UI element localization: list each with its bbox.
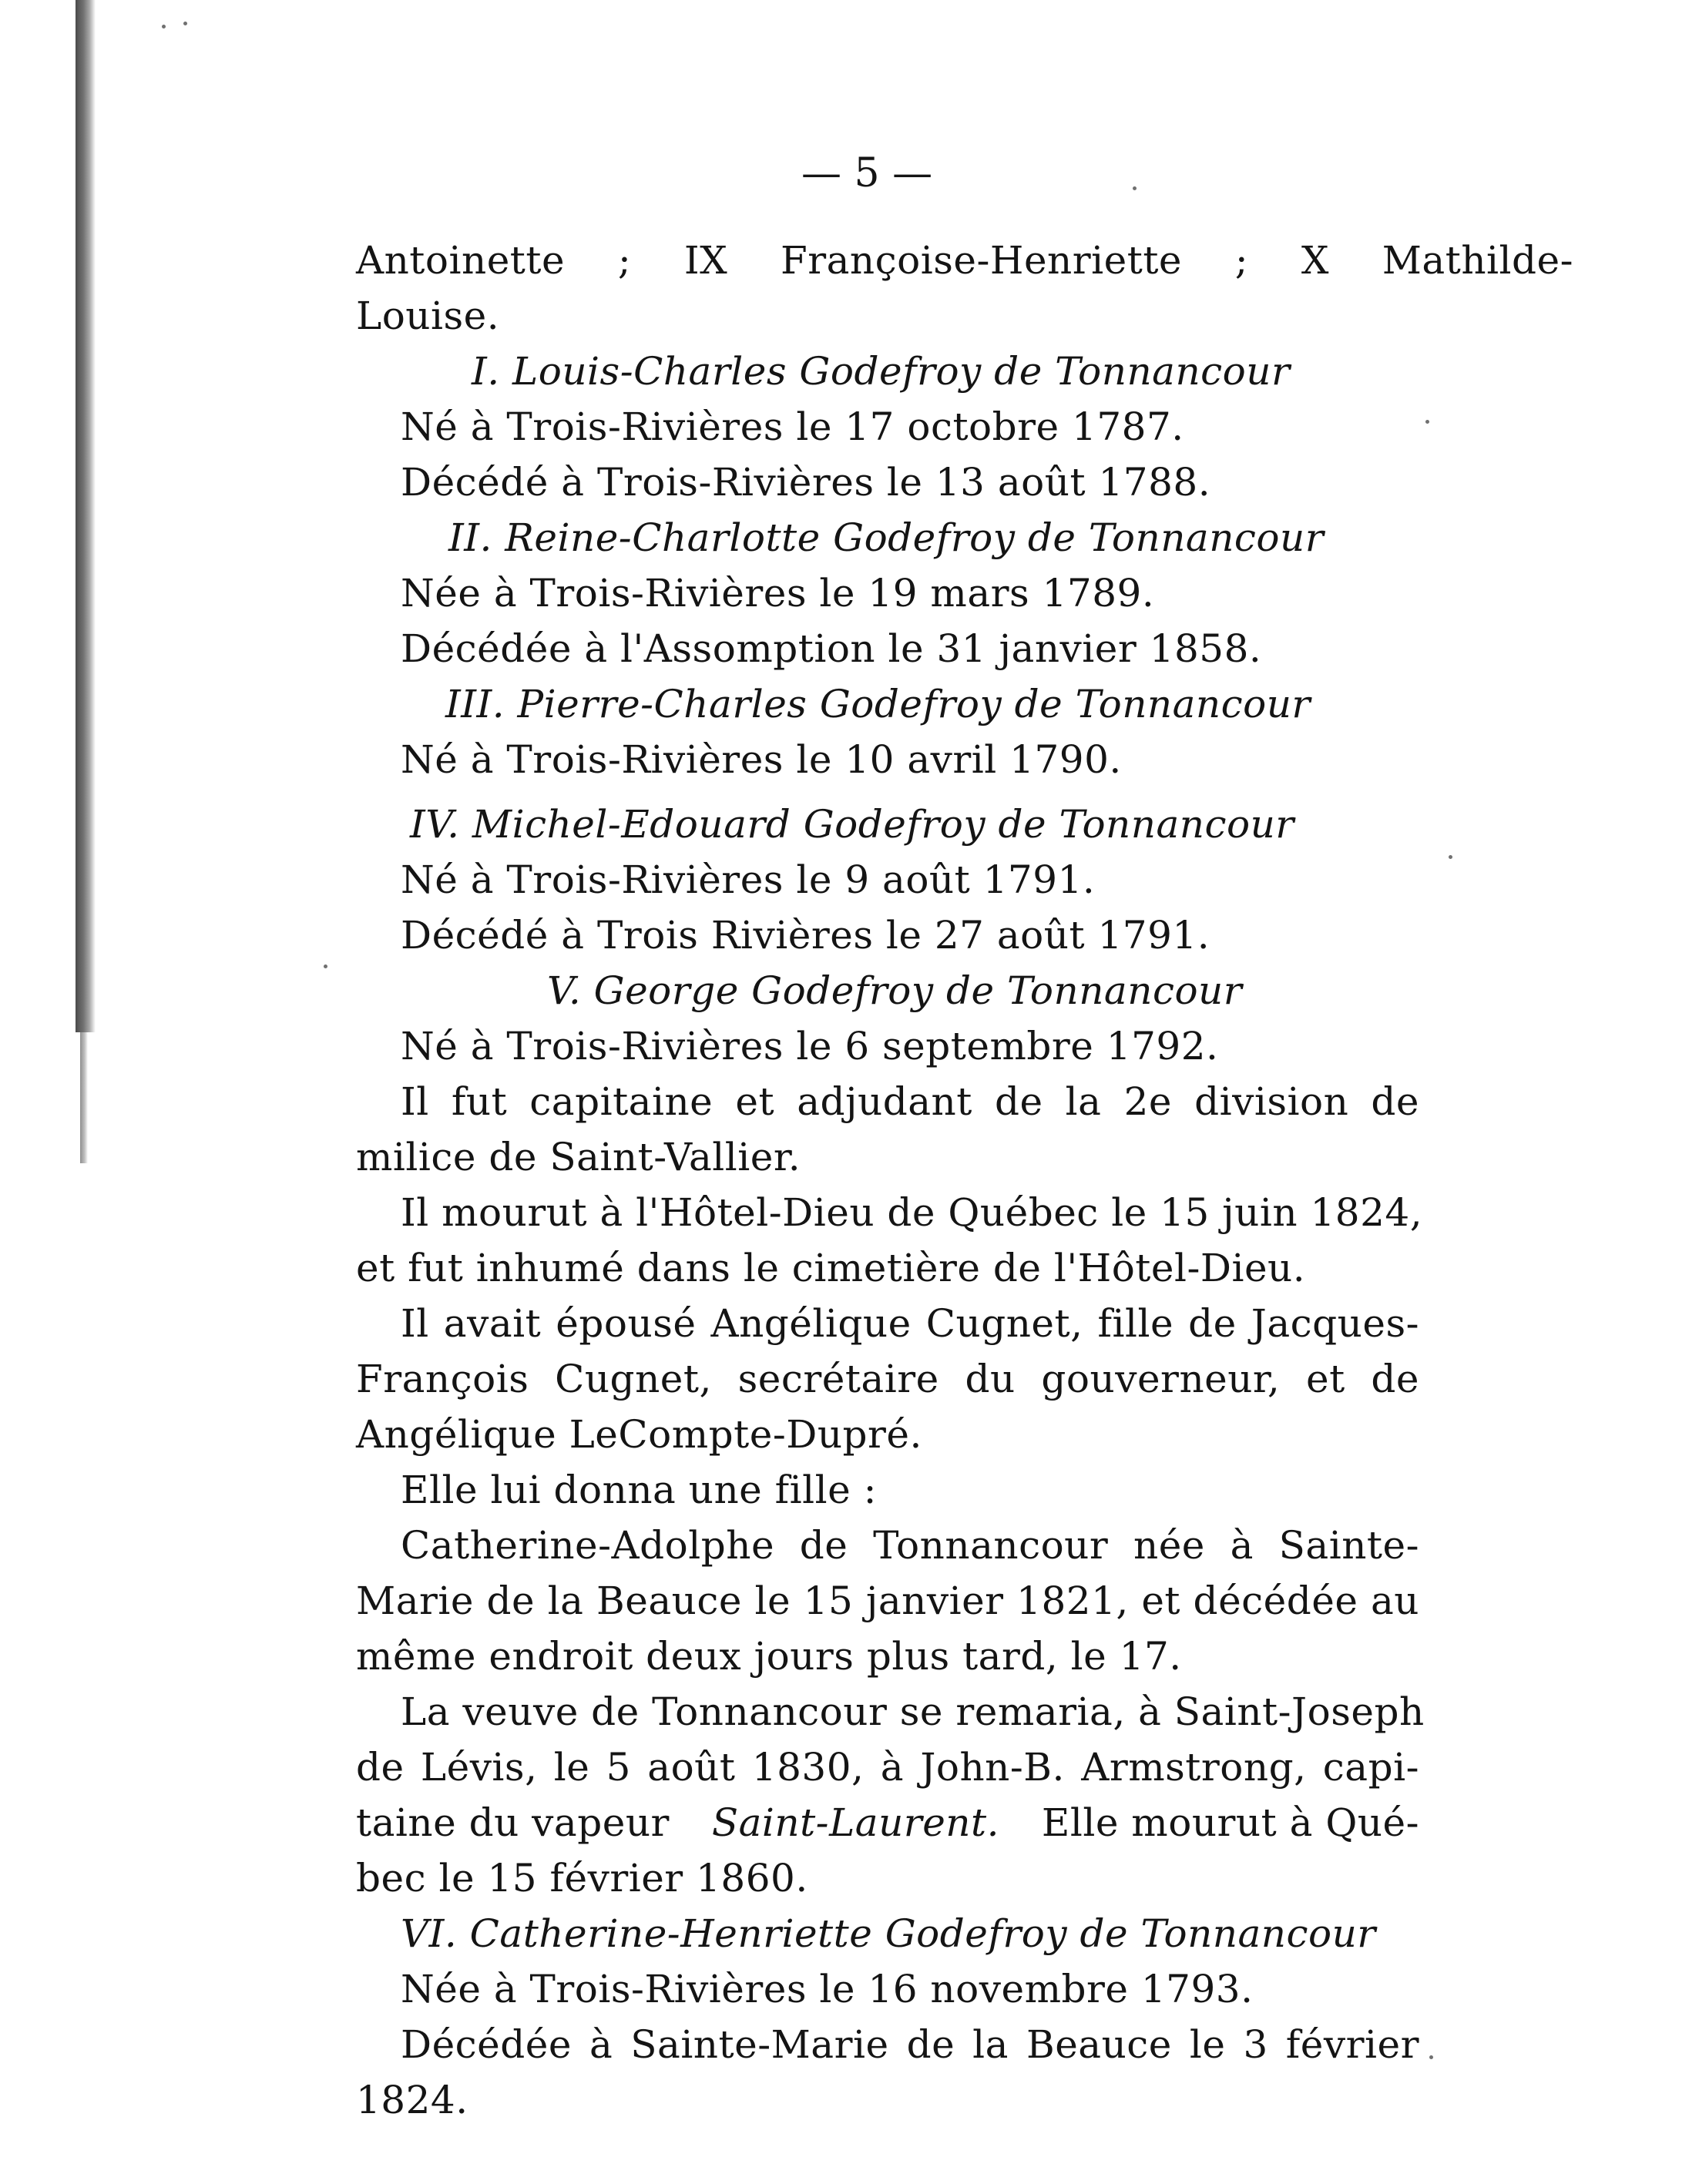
entry-heading: III. Pierre-Charles Godefroy de Tonnancour [445,682,1311,726]
scan-speck [1449,855,1452,859]
text-line: de Lévis, le 5 août 1830, à John-B. Armstrong, capi- [356,1745,1419,1790]
text-line: François Cugnet, secrétaire du gouverneur, et de [356,1357,1419,1401]
text-line: Né à Trois-Rivières le 9 août 1791. [401,857,1096,902]
text-segment: taine du vapeur [356,1800,670,1845]
text-line: 1824. [356,2078,468,2122]
text-line: Angélique LeCompte-Dupré. [356,1412,922,1457]
entry-heading: VI. Catherine-Henriette Godefroy de Tonnancour [401,1911,1376,1956]
entry-heading: II. Reine-Charlotte Godefroy de Tonnancour [448,515,1325,560]
text-line: Née à Trois-Rivières le 16 novembre 1793. [401,1967,1254,2011]
entry-heading: V. George Godefroy de Tonnancour [547,968,1243,1013]
text-line: Né à Trois-Rivières le 6 septembre 1792. [401,1024,1219,1069]
page-number: — 5 — [801,150,933,196]
scan-speck [183,22,187,25]
text-line: Décédé à Trois Rivières le 27 août 1791. [401,913,1210,958]
ship-name: Saint-Laurent. [711,1800,999,1845]
binding-edge-shadow-lower [80,1032,88,1163]
entry-heading: IV. Michel-Edouard Godefroy de Tonnancour [410,802,1294,847]
text-line: Il fut capitaine et adjudant de la 2e division de [401,1079,1419,1124]
text-line: Il mourut à l'Hôtel-Dieu de Québec le 15 juin 1824, [401,1190,1423,1235]
text-line: Antoinette ; IX Françoise-Henriette ; X Mathilde- [356,238,1573,283]
text-line: Elle lui donna une fille : [401,1468,877,1512]
text-line: milice de Saint-Vallier. [356,1135,801,1179]
text-line: Décédée à Sainte-Marie de la Beauce le 3 février [401,2022,1419,2067]
text-line: Catherine-Adolphe de Tonnancour née à Sainte- [401,1523,1419,1568]
scan-speck [1429,2055,1433,2059]
scan-speck [1133,186,1137,190]
text-segment: Elle mourut à Qué- [1041,1800,1419,1845]
text-line: Né à Trois-Rivières le 17 octobre 1787. [401,404,1184,449]
text-line: bec le 15 février 1860. [356,1856,808,1901]
entry-heading: I. Louis-Charles Godefroy de Tonnancour [472,349,1291,394]
text-line: Il avait épousé Angélique Cugnet, fille de Jacques- [401,1301,1419,1346]
binding-edge-shadow [76,0,96,1032]
text-line: Née à Trois-Rivières le 19 mars 1789. [401,571,1155,616]
scan-speck [324,965,327,968]
text-line: et fut inhumé dans le cimetière de l'Hôtel-Dieu. [356,1246,1306,1290]
text-line: Décédée à l'Assomption le 31 janvier 1858. [401,626,1262,671]
text-line: Né à Trois-Rivières le 10 avril 1790. [401,737,1122,782]
text-line-mixed [356,1800,1419,1846]
scan-speck [162,25,166,29]
text-line: La veuve de Tonnancour se remaria, à Saint-Joseph [401,1689,1425,1734]
text-line: Louise. [356,294,500,338]
scan-speck [1425,420,1429,424]
text-line: Marie de la Beauce le 15 janvier 1821, et décédée au [356,1578,1419,1623]
text-line: même endroit deux jours plus tard, le 17. [356,1634,1182,1679]
text-line: Décédé à Trois-Rivières le 13 août 1788. [401,460,1211,505]
